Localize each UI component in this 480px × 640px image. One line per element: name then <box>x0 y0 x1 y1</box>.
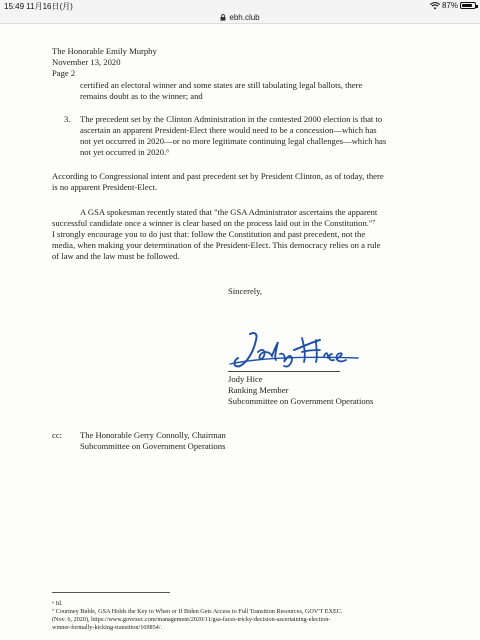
paragraph2-line: successful candidate once a winner is clear based on the process laid out in the Constitution."⁷ <box>52 218 376 228</box>
clock-time: 15:49 <box>4 2 25 11</box>
letter-page-number: Page 2 <box>52 68 76 78</box>
url-text[interactable]: ebh.club <box>229 13 260 22</box>
signature-line <box>228 371 340 372</box>
paragraph2-line: A GSA spokesman recently stated that "the GSA Administrator ascertains the apparent <box>80 207 378 217</box>
footnote-6: ⁶ Id. <box>52 600 63 607</box>
item3-line: not yet occurred in 2020—or no more legitimate continuing legal challenges—which has <box>80 136 387 146</box>
signature-image <box>228 328 360 372</box>
battery-icon <box>460 2 476 9</box>
battery-percent: 87% <box>441 1 458 10</box>
status-time <box>4 1 73 12</box>
status-right <box>430 1 476 10</box>
footnote-rule <box>52 592 170 593</box>
cc-committee: Subcommittee on Government Operations <box>80 441 226 451</box>
item3-line: not yet occurred in 2020.⁶ <box>80 147 170 157</box>
paragraph2-line: of law and the law must be followed. <box>52 251 180 261</box>
battery-level <box>462 4 472 7</box>
clock-date: 11月16日(月) <box>26 2 73 11</box>
lock-icon <box>220 14 226 21</box>
paragraph1-line: is no apparent President-Elect. <box>52 182 158 192</box>
item-number: 3. <box>64 114 71 124</box>
footnote-7-line: winner-formally-kicking-transition/169854/. <box>52 624 163 631</box>
paragraph2-line: I strongly encourage you to do just that: follow the Constitution and past precedent, not the <box>52 229 366 239</box>
document-page <box>0 26 480 640</box>
closing: Sincerely, <box>228 286 263 296</box>
wifi-icon <box>430 2 440 10</box>
continued-item-line: remains doubt as to the winner; and <box>80 91 203 101</box>
status-bar <box>0 0 480 12</box>
item3-line: ascertain an apparent President-Elect there would need to be a concession—which has <box>80 125 377 135</box>
item3-line: The precedent set by the Clinton Administration in the contested 2000 election is that to <box>80 114 383 124</box>
cc-label: cc: <box>52 430 63 440</box>
signer-title: Ranking Member <box>228 385 289 395</box>
continued-item-line: certified an electoral winner and some states are still tabulating legal ballots, there <box>80 80 363 90</box>
paragraph1-line: According to Congressional intent and past precedent set by President Clinton, as of today, there <box>52 171 384 181</box>
paragraph2-line: media, when making your determination of the President-Elect. This democracy relies on a rule <box>52 240 381 250</box>
signer-name: Jody Hice <box>228 374 263 384</box>
letter-recipient: The Honorable Emily Murphy <box>52 46 157 56</box>
signer-committee: Subcommittee on Government Operations <box>228 396 374 406</box>
letter-date: November 13, 2020 <box>52 57 121 67</box>
cc-name: The Honorable Gerry Connolly, Chairman <box>80 430 226 440</box>
footnote-7-line: (Nov. 6, 2020), https://www.govexec.com/management/2020/11/gsa-faces-tricky-decision-ascertaining-election- <box>52 616 331 623</box>
footnote-7-line: ⁷ Courtney Buble, GSA Holds the Key to When or If Biden Gets Access to Full Transition Resources, GOV'T EXEC. <box>52 608 343 615</box>
url-bar[interactable] <box>0 12 480 24</box>
